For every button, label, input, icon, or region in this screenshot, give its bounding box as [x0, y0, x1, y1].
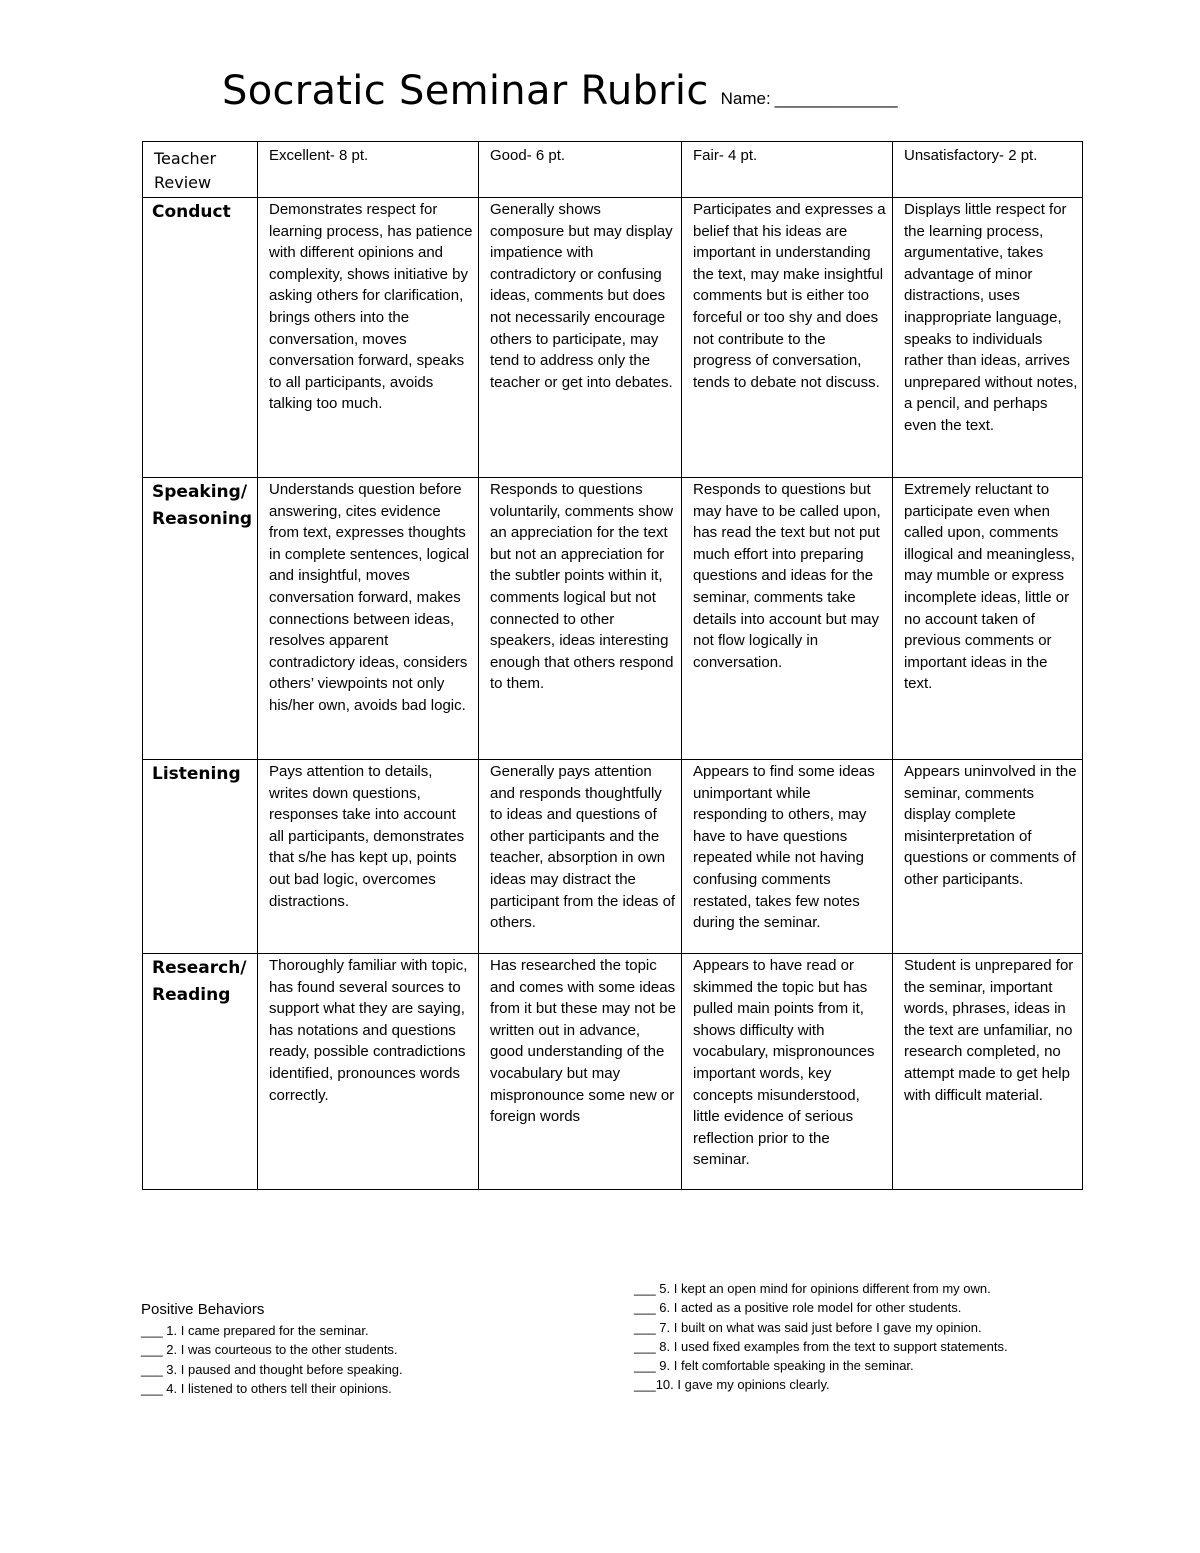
rubric-cell: Understands question before answering, cites evidence from text, expresses thoughts in complete sentences, logical and insightful, moves conversation forward, makes connections between ideas, resolves apparent contradictory ideas, considers others’ viewpoints not only his/her own, avoids bad logic.	[258, 478, 479, 760]
behavior-item: ___ 6. I acted as a positive role model for other students.	[634, 1300, 962, 1316]
teacher-review-label: Teacher Review	[154, 149, 217, 192]
rubric-cell: Student is unprepared for the seminar, important words, phrases, ideas in the text are unfamiliar, no research completed, no attempt made to get help with difficult material.	[893, 954, 1083, 1190]
criterion-cell	[143, 954, 258, 1190]
criterion-speaking-reasoning: Speaking/ Reasoning	[152, 482, 253, 529]
behavior-item: ___ 8. I used fixed examples from the text to support statements.	[634, 1338, 1008, 1354]
page-title: Socratic Seminar Rubric	[222, 68, 709, 114]
rubric-cell: Extremely reluctant to participate even when called upon, comments illogical and meaningless, may mumble or express incomplete ideas, little or no account taken of previous comments or important ideas in the text.	[893, 478, 1083, 760]
level-header-good: Good- 6 pt.	[479, 142, 682, 198]
rubric-row-speaking-reasoning	[143, 478, 1083, 760]
rubric-cell: Has researched the topic and comes with some ideas from it but these may not be written out in advance, good understanding of the vocabulary but may mispronounce some new or foreign words	[479, 954, 682, 1190]
criterion-listening: Listening	[152, 764, 241, 784]
criterion-cell	[143, 478, 258, 760]
name-blank-line: _____________	[774, 89, 898, 108]
rubric-row-listening	[143, 760, 1083, 954]
rubric-cell: Displays little respect for the learning process, argumentative, takes advantage of minor distractions, uses inappropriate language, speaks to individuals rather than ideas, arrives unprepared without notes, a pencil, and perhaps even the text.	[893, 198, 1083, 478]
rubric-table	[142, 141, 1083, 1190]
positive-behaviors-heading: Positive Behaviors	[141, 1301, 265, 1318]
behavior-item: ___ 5. I kept an open mind for opinions different from my own.	[634, 1281, 991, 1296]
rubric-cell: Thoroughly familiar with topic, has found several sources to support what they are saying, has notations and questions ready, possible contradictions identified, pronounces words correctly.	[258, 954, 479, 1190]
behavior-item: ___ 4. I listened to others tell their opinions.	[141, 1380, 392, 1396]
level-header-excellent: Excellent- 8 pt.	[258, 142, 479, 198]
behavior-item: ___ 9. I felt comfortable speaking in the seminar.	[634, 1358, 914, 1374]
rubric-cell: Pays attention to details, writes down questions, responses take into account all participants, demonstrates that s/he has kept up, points out bad logic, overcomes distractions.	[258, 760, 479, 954]
rubric-cell: Responds to questions voluntarily, comments show an appreciation for the text but not an appreciation for the subtler points within it, comments logical but not connected to other speakers, ideas interesting enough that others respond to them.	[479, 478, 682, 760]
rubric-cell: Responds to questions but may have to be called upon, has read the text but not put much effort into preparing questions and ideas for the seminar, comments take details into account but may not flow logically in conversation.	[682, 478, 893, 760]
level-header-fair: Fair- 4 pt.	[682, 142, 893, 198]
criterion-cell	[143, 198, 258, 478]
rubric-header-row	[143, 142, 1083, 198]
rubric-cell: Appears to have read or skimmed the topic but has pulled main points from it, shows difficulty with vocabulary, mispronounces important words, key concepts misunderstood, little evidence of serious reflection prior to the seminar.	[682, 954, 893, 1190]
rubric-row-research-reading	[143, 954, 1083, 1190]
positive-behaviors-left	[141, 1300, 403, 1398]
rubric-cell: Generally pays attention and responds thoughtfully to ideas and questions of other participants and the teacher, absorption in own ideas may distract the participant from the ideas of others.	[479, 760, 682, 954]
rubric-cell: Participates and expresses a belief that his ideas are important in understanding the text, may make insightful comments but is either too forceful or too shy and does not contribute to the progress of conversation, tends to debate not discuss.	[682, 198, 893, 478]
level-header-unsatisfactory: Unsatisfactory- 2 pt.	[893, 142, 1083, 198]
rubric-cell: Demonstrates respect for learning process, has patience with different opinions and complexity, shows initiative by asking others for clarification, brings others into the conversation, moves conversation forward, speaks to all participants, avoids talking too much.	[258, 198, 479, 478]
rubric-cell: Appears to find some ideas unimportant while responding to others, may have to have questions repeated while not having confusing comments restated, takes few notes during the seminar.	[682, 760, 893, 954]
rubric-cell: Generally shows composure but may display impatience with contradictory or confusing ideas, comments but does not necessarily encourage others to participate, may tend to address only the teacher or get into debates.	[479, 198, 682, 478]
behavior-item: ___10. I gave my opinions clearly.	[634, 1377, 830, 1393]
positive-behaviors-right	[634, 1279, 1008, 1395]
teacher-review-cell	[143, 142, 258, 198]
behavior-item: ___ 3. I paused and thought before speaking.	[141, 1361, 403, 1377]
rubric-cell: Appears uninvolved in the seminar, comments display complete misinterpretation of questions or comments of other participants.	[893, 760, 1083, 954]
criterion-cell	[143, 760, 258, 954]
rubric-row-conduct	[143, 198, 1083, 478]
behavior-item: ___ 1. I came prepared for the seminar.	[141, 1323, 369, 1338]
title-row	[222, 68, 898, 114]
behavior-item: ___ 2. I was courteous to the other students.	[141, 1342, 398, 1358]
criterion-conduct: Conduct	[152, 202, 231, 222]
name-label: Name:	[720, 89, 771, 108]
behavior-item: ___ 7. I built on what was said just before I gave my opinion.	[634, 1319, 982, 1335]
criterion-research-reading: Research/ Reading	[152, 958, 247, 1005]
